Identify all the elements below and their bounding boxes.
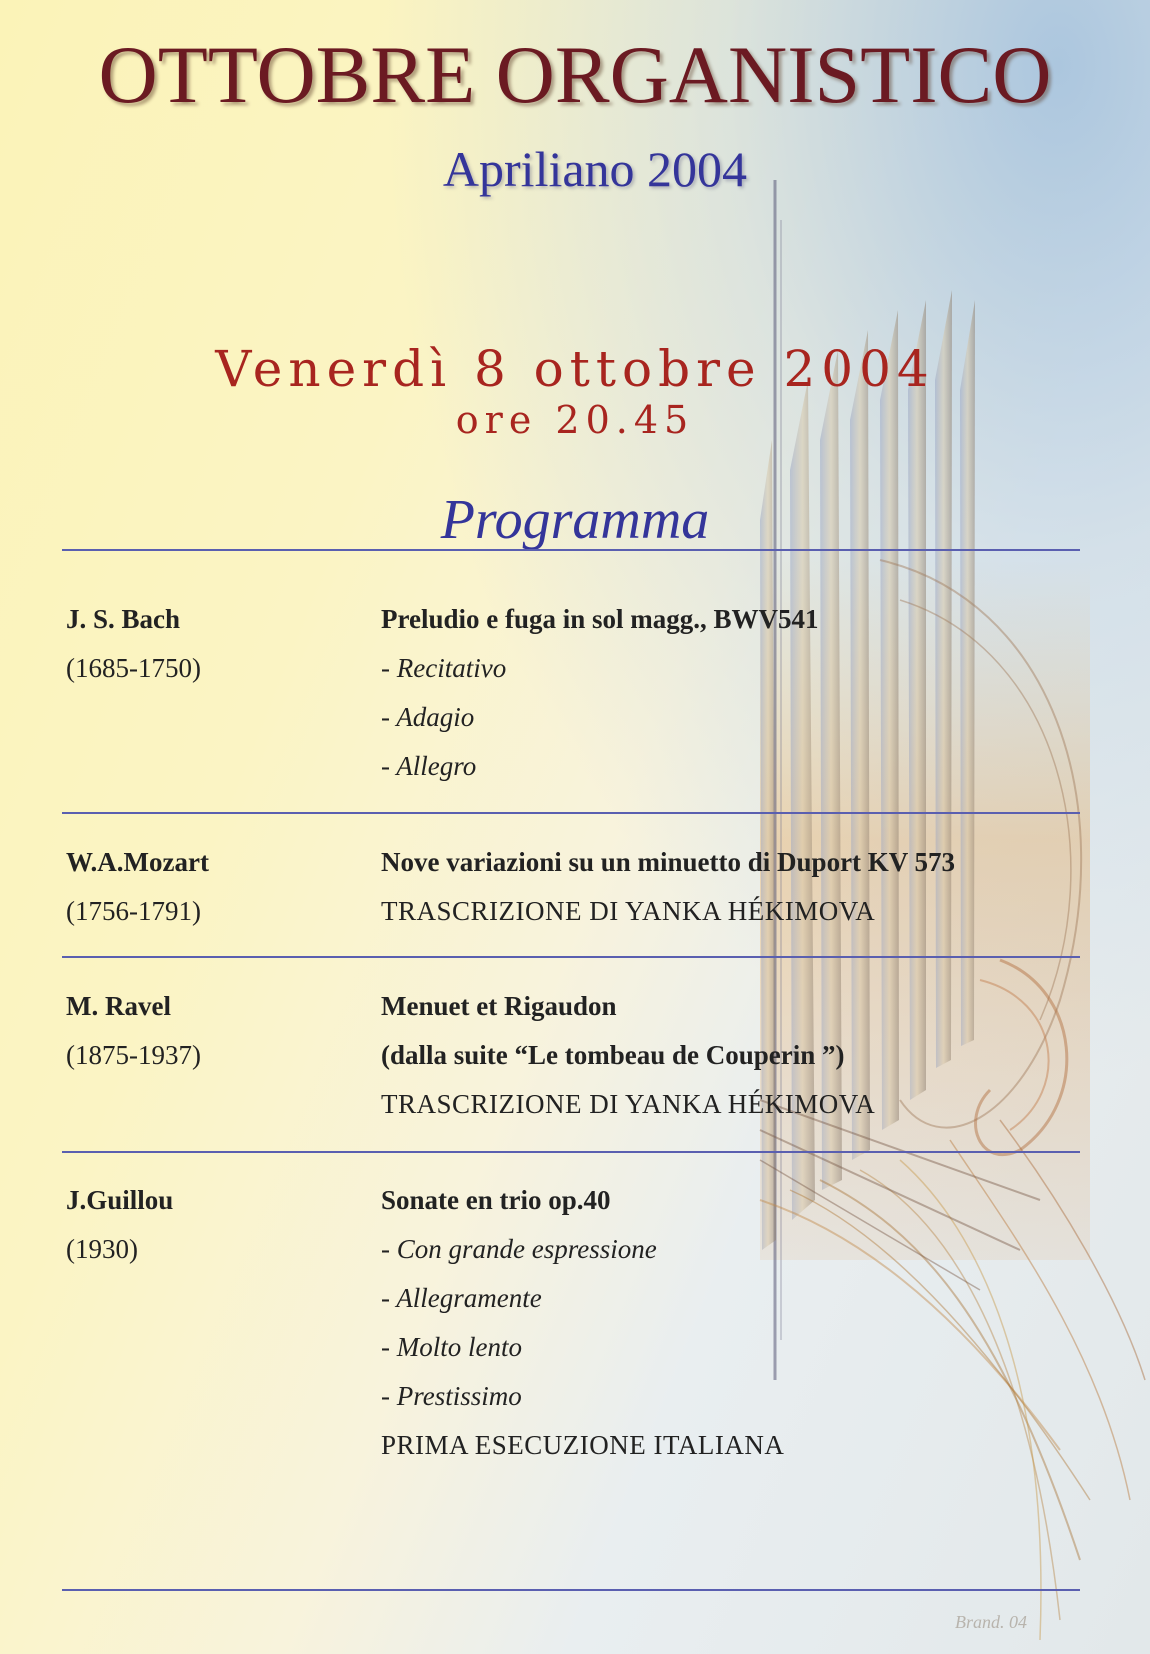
divider [62,956,1080,958]
divider [62,1151,1080,1153]
divider [62,1589,1080,1591]
composer-name: W.A.Mozart [66,847,209,877]
work [381,1176,1101,1470]
movement: - Allegro [381,751,477,781]
movement: - Prestissimo [381,1381,522,1411]
composer-years: (1875-1937) [66,1040,201,1070]
composer [66,1176,366,1274]
movement: - Adagio [381,702,475,732]
movement: - Allegramente [381,1283,542,1313]
page-title: OTTOBRE ORGANISTICO [98,29,1052,120]
composer-years: (1685-1750) [66,653,201,683]
composer-years: (1930) [66,1234,138,1264]
composer-name: J.Guillou [66,1185,174,1215]
work-title: Nove variazioni su un minuetto di Duport KV 573 [381,847,956,877]
work [381,595,1101,791]
composer [66,595,366,693]
composer-years: (1756-1791) [66,896,201,926]
work-note: TRASCRIZIONE DI YANKA HÉKIMOVA [381,1089,876,1119]
work-title: Preludio e fuga in sol magg., BWV541 [381,604,819,634]
composer-name: J. S. Bach [66,604,181,634]
composer-name: M. Ravel [66,991,171,1021]
movement: - Molto lento [381,1332,522,1362]
movement: - Con grande espressione [381,1234,657,1264]
movement: - Recitativo [381,653,507,683]
composer [66,838,366,936]
page-subtitle: Apriliano 2004 [442,141,748,197]
work-note: TRASCRIZIONE DI YANKA HÉKIMOVA [381,896,876,926]
work-title: Menuet et Rigaudon [381,991,617,1021]
program-heading: Programma [440,489,710,551]
composer [66,982,366,1080]
divider [62,812,1080,814]
artist-signature: Brand. 04 [955,1612,1027,1632]
work-note: PRIMA ESECUZIONE ITALIANA [381,1430,785,1460]
work [381,838,1101,936]
divider [62,549,1080,551]
work-detail: (dalla suite “Le tombeau de Couperin ”) [381,1040,845,1070]
event-time: ore 20.45 [455,398,695,442]
event-date: Venerdì 8 ottobre 2004 [215,340,935,398]
work [381,982,1101,1129]
work-title: Sonate en trio op.40 [381,1185,611,1215]
